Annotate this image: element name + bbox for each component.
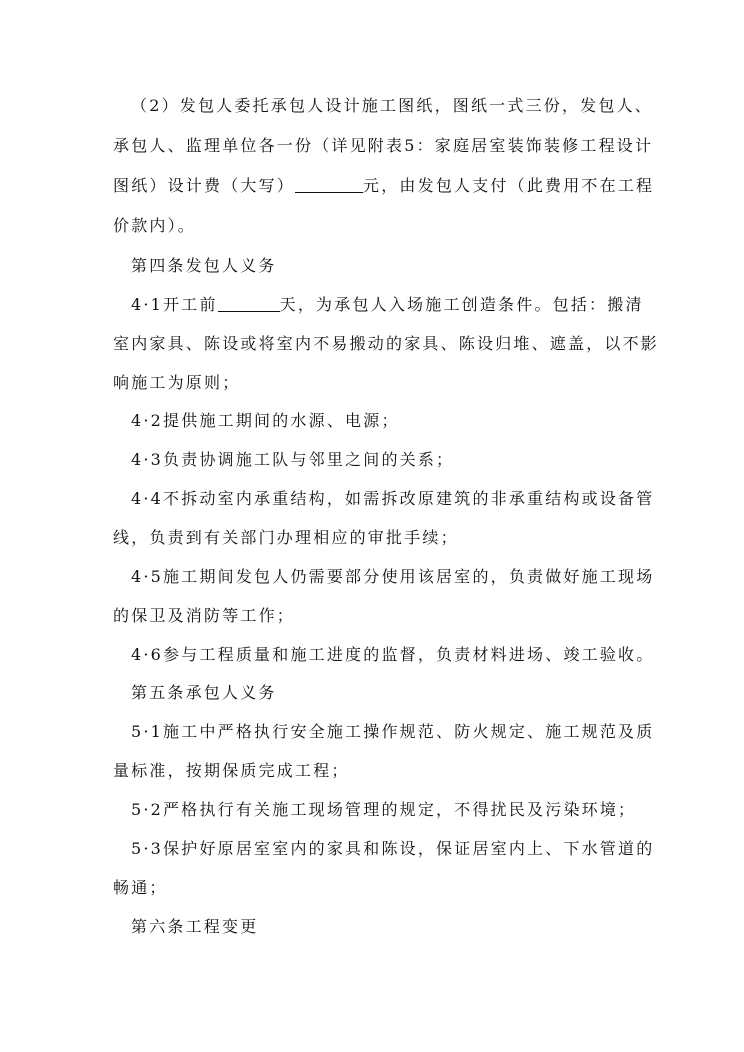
text: 4·1开工前	[131, 295, 218, 314]
text: 第六条工程变更	[131, 917, 259, 936]
article-5-item-2	[131, 800, 636, 820]
article-4-item-4-line-1	[131, 489, 654, 509]
article-4-item-1-line-3	[113, 373, 240, 393]
text: 4·5施工期间发包人仍需要部分使用该居室的，负责做好施工现场	[131, 567, 655, 586]
design-fee-blank	[295, 176, 363, 193]
text: 4·6参与工程质量和施工进度的监督，负责材料进场、竣工验收。	[131, 645, 655, 664]
text: 天，为承包人入场施工创造条件。包括：搬清	[279, 295, 644, 314]
days-blank	[218, 295, 280, 312]
paragraph-2-line-4	[113, 216, 196, 236]
article-4-item-4-line-2	[113, 528, 459, 548]
article-5-item-1-line-2	[113, 761, 350, 781]
article-4-item-1-line-2	[113, 334, 659, 354]
article-5-item-3-line-1	[131, 839, 654, 859]
article-4-item-2	[131, 411, 400, 431]
text: 量标准，按期保质完成工程；	[113, 761, 350, 780]
article-4-item-5-line-1	[131, 567, 654, 587]
article-4-heading	[131, 256, 277, 276]
text: （2）发包人委托承包人设计施工图纸，图纸一式三份，发包人、	[131, 96, 653, 115]
text: 5·2严格执行有关施工现场管理的规定，不得扰民及污染环境；	[131, 800, 637, 819]
text: 价款内）。	[113, 216, 197, 235]
text: 承包人、监理单位各一份（详见附表5：家庭居室装饰装修工程设计	[113, 136, 654, 155]
paragraph-2-line-3	[113, 176, 654, 196]
article-5-heading	[131, 683, 277, 703]
article-4-item-5-line-2	[113, 606, 295, 626]
text: 室内家具、陈设或将室内不易搬动的家具、陈设归堆、遮盖，以不影	[113, 334, 660, 353]
text: 图纸）设计费（大写）	[113, 176, 296, 195]
text: 畅通；	[113, 878, 168, 897]
article-5-item-3-line-2	[113, 878, 168, 898]
text: 5·1施工中严格执行安全施工操作规范、防火规定、施工规范及质	[131, 722, 655, 741]
text: 第四条发包人义务	[131, 256, 277, 275]
text: 的保卫及消防等工作；	[113, 606, 296, 625]
text: 第五条承包人义务	[131, 683, 277, 702]
article-4-item-3	[131, 450, 454, 470]
text: 元，由发包人支付（此费用不在工程	[363, 176, 655, 195]
article-4-item-6	[131, 645, 654, 665]
article-6-heading	[131, 917, 258, 937]
article-5-item-1-line-1	[131, 722, 654, 742]
text: 4·2提供施工期间的水源、电源；	[131, 411, 400, 430]
text: 线，负责到有关部门办理相应的审批手续；	[113, 528, 459, 547]
paragraph-2-line-1	[131, 96, 653, 116]
paragraph-2-line-2	[113, 136, 653, 156]
text: 响施工为原则；	[113, 373, 241, 392]
article-4-item-1-line-1	[131, 295, 644, 315]
text: 4·3负责协调施工队与邻里之间的关系；	[131, 450, 455, 469]
text: 4·4不拆动室内承重结构，如需拆改原建筑的非承重结构或设备管	[131, 489, 655, 508]
text: 5·3保护好原居室室内的家具和陈设，保证居室内上、下水管道的	[131, 839, 655, 858]
